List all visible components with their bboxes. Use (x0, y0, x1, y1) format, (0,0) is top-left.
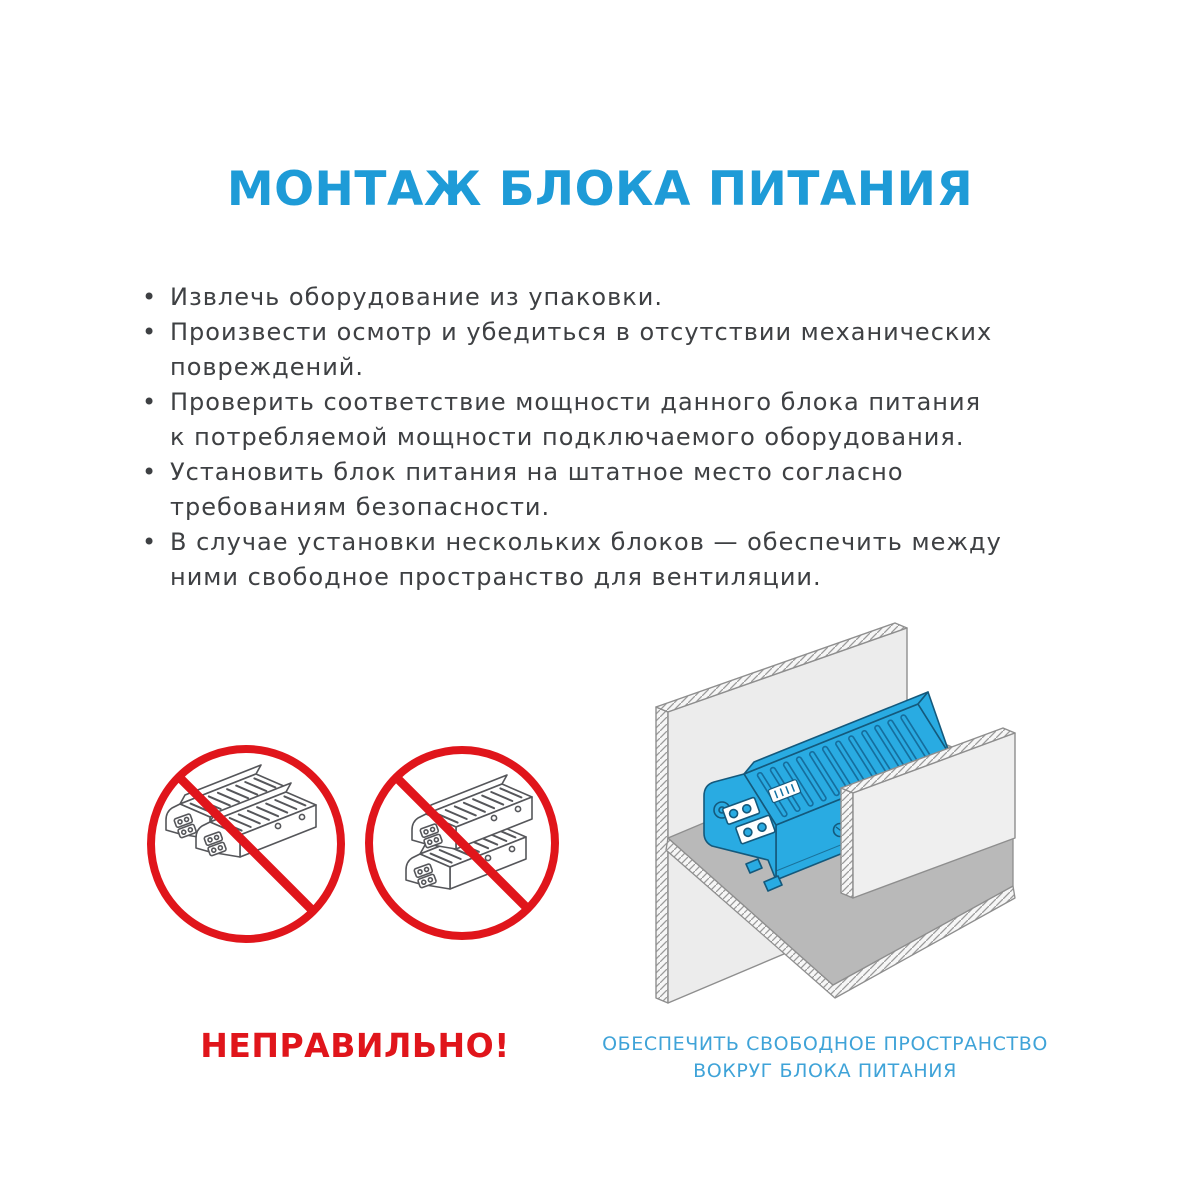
bullet-icon: • (142, 388, 158, 416)
list-item: • Произвести осмотр и убедиться в отсутствии механических повреждений. (140, 315, 1100, 385)
bullet-icon: • (142, 528, 158, 556)
correct-caption-line: ВОКРУГ БЛОКА ПИТАНИЯ (693, 1060, 957, 1082)
wrong-label: НЕПРАВИЛЬНО! (200, 1026, 510, 1065)
wrong-mounting-illustration (140, 726, 570, 966)
page-title: МОНТАЖ БЛОКА ПИТАНИЯ (226, 162, 974, 217)
correct-caption (585, 1031, 1065, 1085)
list-item: • Извлечь оборудование из упаковки. (140, 280, 1100, 315)
bullet-icon: • (142, 283, 158, 311)
no-psu-stacked-icon (369, 750, 555, 936)
correct-mounting-illustration (618, 598, 1048, 1038)
instruction-list (140, 280, 1100, 595)
no-psu-icons (140, 726, 570, 966)
list-item: • Проверить соответствие мощности данного блока питания к потребляемой мощности подключаемого оборудования. (140, 385, 1100, 455)
bullet-icon: • (142, 318, 158, 346)
psu-on-shelf-illustration (618, 598, 1048, 1038)
list-item: • В случае установки нескольких блоков — обеспечить между ними свободное пространство для вентиляции. (140, 525, 1100, 595)
bullet-icon: • (142, 458, 158, 486)
correct-caption-line: ОБЕСПЕЧИТЬ СВОБОДНОЕ ПРОСТРАНСТВО (602, 1033, 1048, 1055)
no-psu-side-by-side-icon (151, 749, 341, 939)
list-item: • Установить блок питания на штатное место согласно требованиям безопасности. (140, 455, 1100, 525)
